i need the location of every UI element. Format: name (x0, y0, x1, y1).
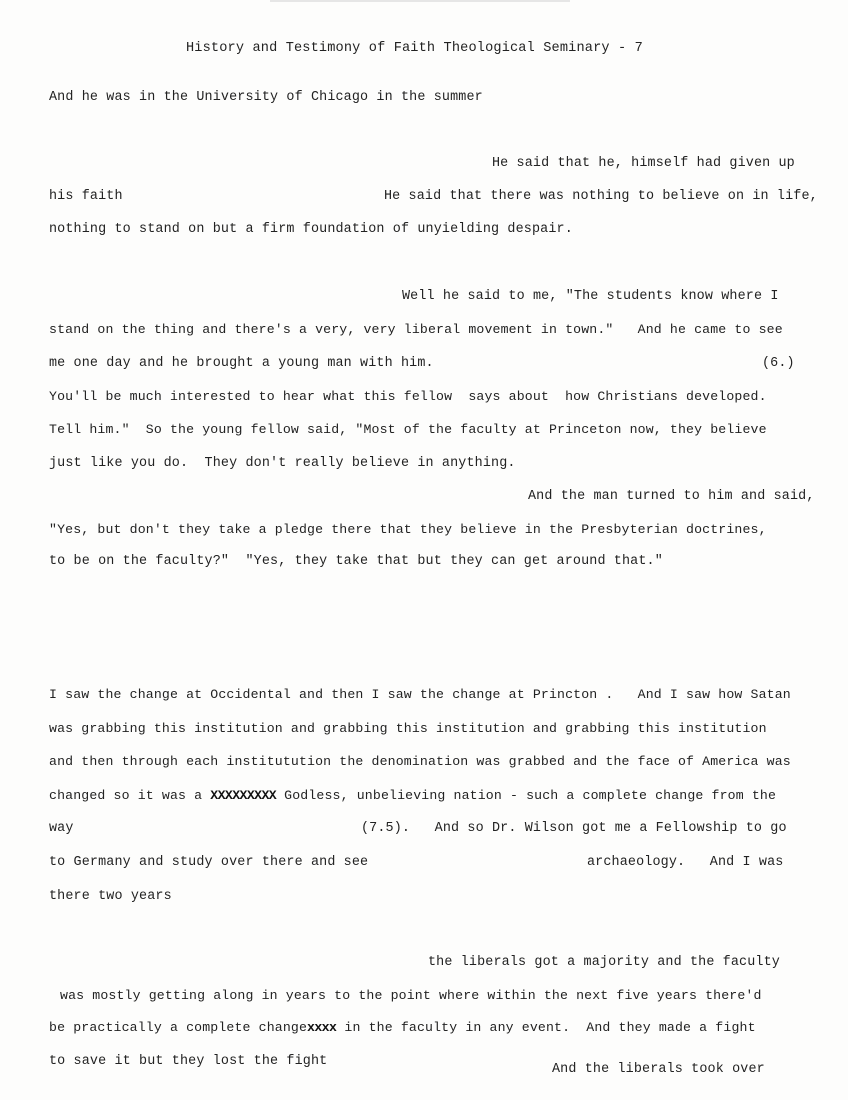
text-fragment: Godless, unbelieving nation - such a complete change from the (276, 788, 777, 803)
text-line: archaeology. And I was (587, 855, 784, 870)
text-line: You'll be much interested to hear what this fellow says about how Christians developed. (49, 389, 767, 404)
text-fragment: be practically a complete change (49, 1020, 308, 1035)
text-line (49, 1019, 756, 1037)
text-fragment: in the faculty in any event. And they made a fight (336, 1020, 756, 1035)
text-line: And he was in the University of Chicago in the summer (49, 90, 483, 105)
text-line: nothing to stand on but a firm foundation of unyielding despair. (49, 222, 573, 237)
text-line: (7.5). And so Dr. Wilson got me a Fellowship to go (361, 821, 787, 836)
scan-edge-mark (270, 0, 570, 2)
text-line: "Yes, but don't they take a pledge there that they believe in the Presbyterian doctrines, (49, 522, 767, 537)
text-line: his faith (49, 189, 123, 204)
text-line: stand on the thing and there's a very, very liberal movement in town." And he came to see (49, 322, 783, 337)
text-line: was mostly getting along in years to the point where within the next five years there'd (60, 988, 762, 1003)
text-line: Well he said to me, "The students know where I (402, 289, 779, 304)
text-line: Tell him." So the young fellow said, "Most of the faculty at Princeton now, they believe (49, 422, 767, 437)
text-line: He said that there was nothing to believe on in life, (384, 189, 818, 204)
text-line: I saw the change at Occidental and then I saw the change at Princton . And I saw how Satan (49, 687, 791, 702)
text-line: way (49, 821, 74, 836)
strikeout-mark: XXXXXXXXX (210, 788, 277, 803)
text-line: to save it but they lost the fight (49, 1054, 328, 1069)
text-line: was grabbing this institution and grabbing this institution and grabbing this institution (49, 721, 767, 736)
text-line: (6.) (762, 356, 795, 371)
text-line: And the liberals took over (552, 1062, 765, 1077)
strikeout-mark: xxxx (307, 1020, 337, 1035)
text-line: to Germany and study over there and see (49, 855, 369, 870)
text-fragment: changed so it was a (49, 788, 211, 803)
text-line: just like you do. They don't really believe in anything. (49, 456, 516, 471)
text-line: And the man turned to him and said, (528, 489, 815, 504)
page-title: History and Testimony of Faith Theological Seminary - 7 (186, 41, 643, 56)
text-line (49, 787, 776, 805)
text-line: there two years (49, 889, 172, 904)
text-line: me one day and he brought a young man with him. (49, 356, 434, 371)
text-line: to be on the faculty?" "Yes, they take that but they can get around that." (49, 554, 663, 569)
text-line: and then through each institutution the denomination was grabbed and the face of America was (49, 754, 791, 769)
text-line: the liberals got a majority and the faculty (428, 955, 780, 970)
text-line: He said that he, himself had given up (492, 156, 795, 171)
